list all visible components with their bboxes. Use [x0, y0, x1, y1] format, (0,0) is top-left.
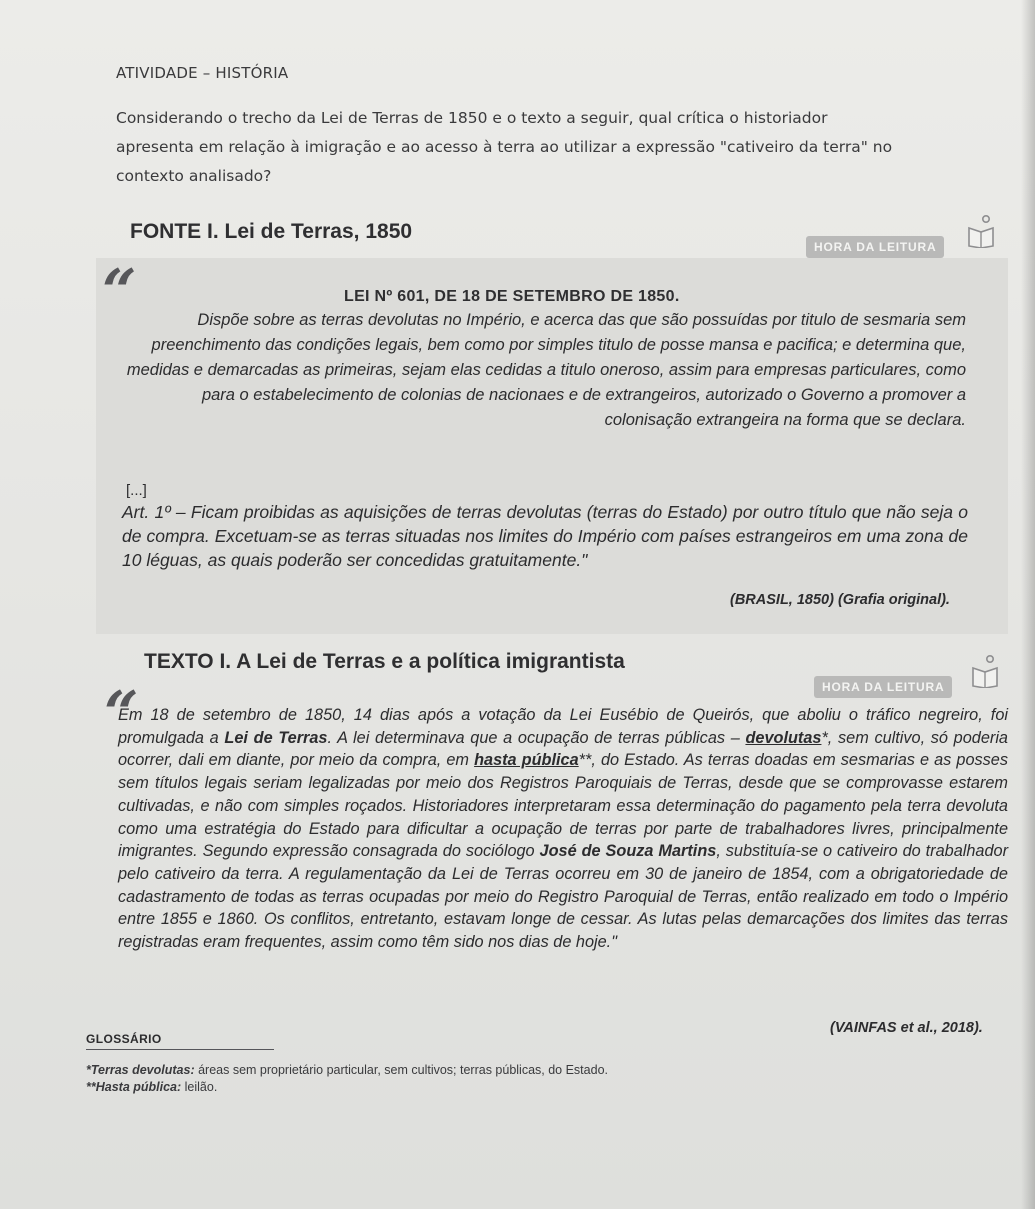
texto-body: [118, 704, 1008, 954]
glossary-term: **Hasta pública:: [86, 1080, 182, 1094]
activity-title: ATIVIDADE – HISTÓRIA: [116, 64, 289, 82]
glossary-definition: leilão.: [181, 1080, 218, 1094]
glossary-item: [86, 1079, 608, 1096]
term-hasta-publica: hasta pública: [474, 751, 579, 770]
texto-fragment: . A lei determinava que a ocupação de terras públicas –: [327, 728, 746, 747]
fonte-title: FONTE I. Lei de Terras, 1850: [130, 220, 413, 243]
law-title: LEI Nº 601, DE 18 DE SETEMBRO DE 1850.: [344, 288, 680, 305]
texto-fragment: Em 18 de setembro de 1850, 14 dias após a votação da Lei Eusébio de Queirós, que aboliu o tráfico negreiro, foi promulgada a: [118, 706, 1008, 747]
glossary-term: *Terras devolutas:: [86, 1063, 195, 1077]
reading-time-badge: HORA DA LEITURA: [806, 236, 944, 258]
texto-fragment: *, sem cultivo, só poderia ocorrer, dali em diante, por meio da compra, em: [118, 728, 1008, 770]
opening-quote-icon: “: [104, 679, 139, 749]
glossary-title: GLOSSÁRIO: [86, 1032, 274, 1050]
glossary-definition: áreas sem proprietário particular, sem cultivos; terras públicas, do Estado.: [194, 1063, 608, 1077]
texto-title: TEXTO I. A Lei de Terras e a política imigrantista: [144, 650, 625, 673]
term-devolutas: devolutas: [745, 728, 822, 747]
reading-time-badge-2: HORA DA LEITURA: [814, 676, 952, 698]
opening-quote-icon: “: [102, 257, 137, 327]
term-jose-de-souza-martins: José de Souza Martins: [539, 842, 717, 861]
glossary-item: [86, 1062, 608, 1079]
texto-citation: (VAINFAS et al., 2018).: [830, 1020, 983, 1036]
texto-fragment: , substituía-se o cativeiro do trabalhador pelo cativeiro da terra. A regulamentação da Lei de Terras ocorreu em 30 de janeiro de 1854, com a obrigatoriedade de cadastramento de todas as terras ocupadas por meio do Registro Paroquial de Terras, então realizado em todo o Império entre 1855 e 1860. Os conflitos, entretanto, estavam longe de cessar. As lutas pelas demarcações dos limites das terras registradas eram frequentes, assim como têm sido nos dias de hoje.": [118, 842, 1009, 952]
omission-mark: [...]: [126, 482, 147, 499]
texto-paragraph: [118, 704, 1008, 954]
open-book-icon: [966, 214, 996, 248]
glossary-list: [86, 1062, 608, 1096]
law-article: [122, 500, 968, 572]
law-summary: Dispõe sobre as terras devolutas no Império, e acerca das que são possuídas por titulo de sesmaria sem preenchimento das condições legais, bem como por simples titulo de posse mansa e pacifica; e determina que, medidas e demarcadas as primeiras, sejam elas cedidas a titulo oneroso, assim para empresas particulares, como para o estabelecimento de colonias de nacionaes e de extrangeiros, autorizado o Governo a promover a colonisação extrangeira na forma que se declara.: [126, 311, 966, 429]
fonte-citation: (BRASIL, 1850) (Grafia original).: [730, 592, 950, 608]
term-lei-de-terras: Lei de Terras: [224, 728, 328, 747]
open-book-icon: [970, 654, 1000, 688]
activity-question: Considerando o trecho da Lei de Terras de 1850 e o texto a seguir, qual crítica o historiador apresenta em relação à imigração e ao acesso à terra ao utilizar a expressão "cativeiro da terra" no contexto analisado?: [116, 109, 893, 185]
texto-fragment: **, do Estado. As terras doadas em sesmarias e as posses sem títulos legais seriam legalizadas por meio dos Registros Paroquiais de Terras, desde que se comprovasse estarem cultivadas, e não com simples roçados. Historiadores interpretaram essa determinação do pagamento pela terra devoluta como uma estratégia do Estado para dificultar a ocupação de terras por parte de trabalhadores livres, principalmente imigrantes. Segundo expressão consagrada do sociólogo: [118, 751, 1008, 861]
law-article-text: Art. 1º – Ficam proibidas as aquisições de terras devolutas (terras do Estado) por outro título que não seja o de compra. Excetuam-se as terras situadas nos limites do Império com países estrangeiros em uma zona de 10 léguas, as quais poderão ser concedidas gratuitamente.": [122, 502, 968, 570]
activity-header: [116, 64, 896, 191]
page-edge-shadow: [1021, 0, 1035, 1209]
